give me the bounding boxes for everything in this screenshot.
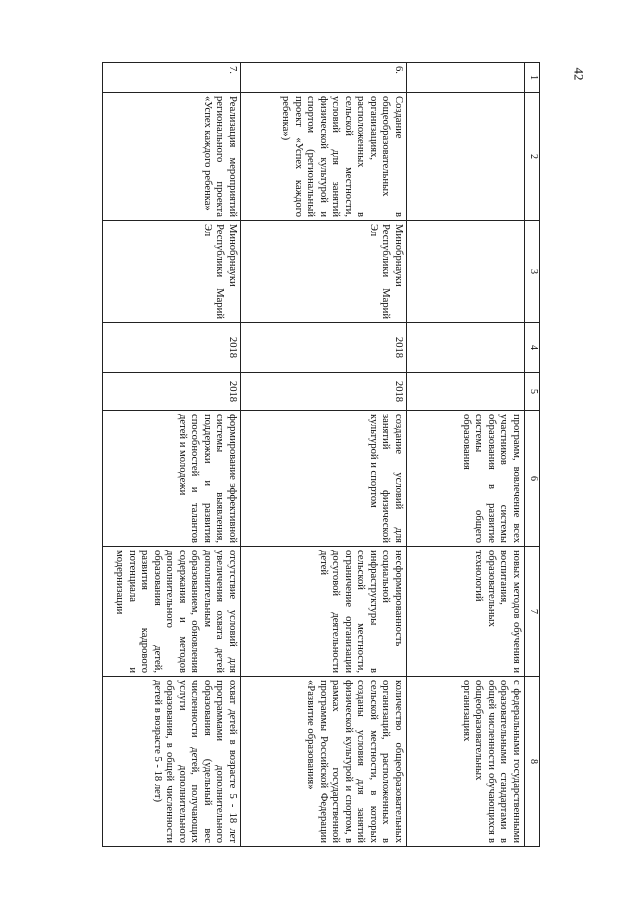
header-row (525, 63, 540, 847)
rotated-table-wrapper (102, 62, 540, 846)
row-number: 6. (241, 63, 407, 93)
table-row (103, 63, 241, 847)
problems: несформированность социальной инфраструктуры в сельской местности, ограничение организации досуговой деятельности детей (241, 547, 407, 677)
end-year (407, 373, 525, 411)
col-header: 7 (525, 547, 540, 677)
col-header: 4 (525, 323, 540, 373)
end-year: 2018 (241, 373, 407, 411)
start-year: 2018 (103, 323, 241, 373)
responsible-org: Минобрнауки Республики Марий Эл (103, 221, 241, 323)
indicator: с федеральными государственными образовательными стандартами в общей численности обучающихся в общеобразовательных организациях (407, 677, 525, 847)
indicator: количество общеобразовательных организаций, расположенных в сельской местности, в которых созданы условия для занятий физической культурой и спортом, в рамках государственной программы Российской Федерации «Развитие образования» (241, 677, 407, 847)
col-header: 8 (525, 677, 540, 847)
col-header: 1 (525, 63, 540, 93)
col-header: 6 (525, 411, 540, 547)
problems: новых методов обучения и воспитания, образовательных технологий (407, 547, 525, 677)
responsible-org: Минобрнауки Республики Марий Эл (241, 221, 407, 323)
start-year (407, 323, 525, 373)
activity-name (407, 93, 525, 221)
row-number (407, 63, 525, 93)
expected-result: формирование эффективной системы выявления, поддержки и развития способностей и талантов детей и молодежи (103, 411, 241, 547)
expected-result: создание условий для занятий физической культурой и спортом (241, 411, 407, 547)
page-number: 42 (571, 67, 587, 81)
start-year: 2018 (241, 323, 407, 373)
activities-table (102, 62, 540, 847)
col-header: 5 (525, 373, 540, 411)
table-row (407, 63, 525, 847)
activity-name: Реализация мероприятий регионального проекта «Успех каждого ребенка» (103, 93, 241, 221)
indicator: охват детей в возрасте 5 - 18 лет программами дополнительного образования (удельный вес численности детей, получающих услуги дополнительного образования, в общей численности детей в возрасте 5 - 18 лет) (103, 677, 241, 847)
responsible-org (407, 221, 525, 323)
col-header: 2 (525, 93, 540, 221)
row-number: 7. (103, 63, 241, 93)
problems: отсутствие условий для увеличения охвата детей дополнительным образованием, обновления содержания и методов дополнительного образования детей, развития кадрового потенциала и модернизации (103, 547, 241, 677)
table-row (241, 63, 407, 847)
end-year: 2018 (103, 373, 241, 411)
activity-name: Создание в общеобразовательных организациях, расположенных в сельской местности, условий для занятий физической культурой и спортом (региональный проект «Успех каждого ребенка») (241, 93, 407, 221)
expected-result: программ, вовлечение всех участников системы образования в развитие системы общего образования (407, 411, 525, 547)
col-header: 3 (525, 221, 540, 323)
